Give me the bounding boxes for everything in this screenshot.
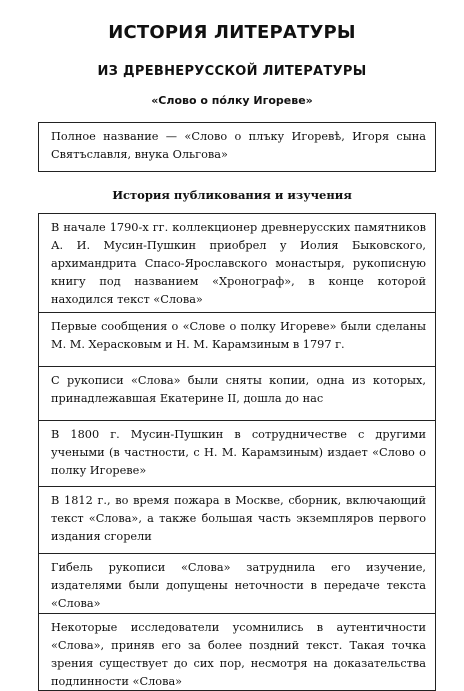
history-row: С рукописи «Слова» были сняты копии, одна из которых, принадлежавшая Екатерине II, дошла до нас bbox=[39, 366, 435, 420]
history-row: Некоторые исследователи усомнились в аутентичности «Слова», приняв его за более поздний текст. Такая точка зрения существует до сих пор, несмотря на доказательства подлинности «Слова» bbox=[39, 613, 435, 690]
history-row: Гибель рукописи «Слова» затруднила его изучение, издателями были допущены неточности в передаче текста «Слова» bbox=[39, 553, 435, 613]
history-row: В 1800 г. Мусин-Пушкин в сотрудничестве с другими учеными (в частности, с Н. М. Карамзиным) издает «Слово о полку Игореве» bbox=[39, 420, 435, 486]
full-name-text: Полное название — «Слово о плъку Игоревѣ, Игоря сына Святъславля, внука Ольгова» bbox=[51, 130, 426, 161]
work-title: «Слово о пóлку Игореве» bbox=[151, 94, 313, 107]
section-title: ИЗ ДРЕВНЕРУССКОЙ ЛИТЕРАТУРЫ bbox=[97, 64, 367, 79]
history-row: В 1812 г., во время пожара в Москве, сборник, включающий текст «Слова», а также большая часть экземпляров первого издания сгорели bbox=[39, 486, 435, 553]
history-row: В начале 1790-х гг. коллекционер древнерусских памятников А. И. Мусин-Пушкин приобрел у Иолия Быковского, архимандрита Спасо-Ярославского монастыря, рукописную книгу под названием «Хронограф», в конце которой находился текст «Слова» bbox=[51, 221, 426, 306]
page-title: ИСТОРИЯ ЛИТЕРАТУРЫ bbox=[108, 22, 356, 43]
history-heading: История публикования и изучения bbox=[112, 188, 352, 202]
history-table bbox=[38, 213, 436, 691]
history-row: Первые сообщения о «Слове о полку Игореве» были сделаны М. М. Херасковым и Н. М. Карамзиным в 1797 г. bbox=[39, 312, 435, 366]
full-name-box bbox=[38, 122, 436, 172]
